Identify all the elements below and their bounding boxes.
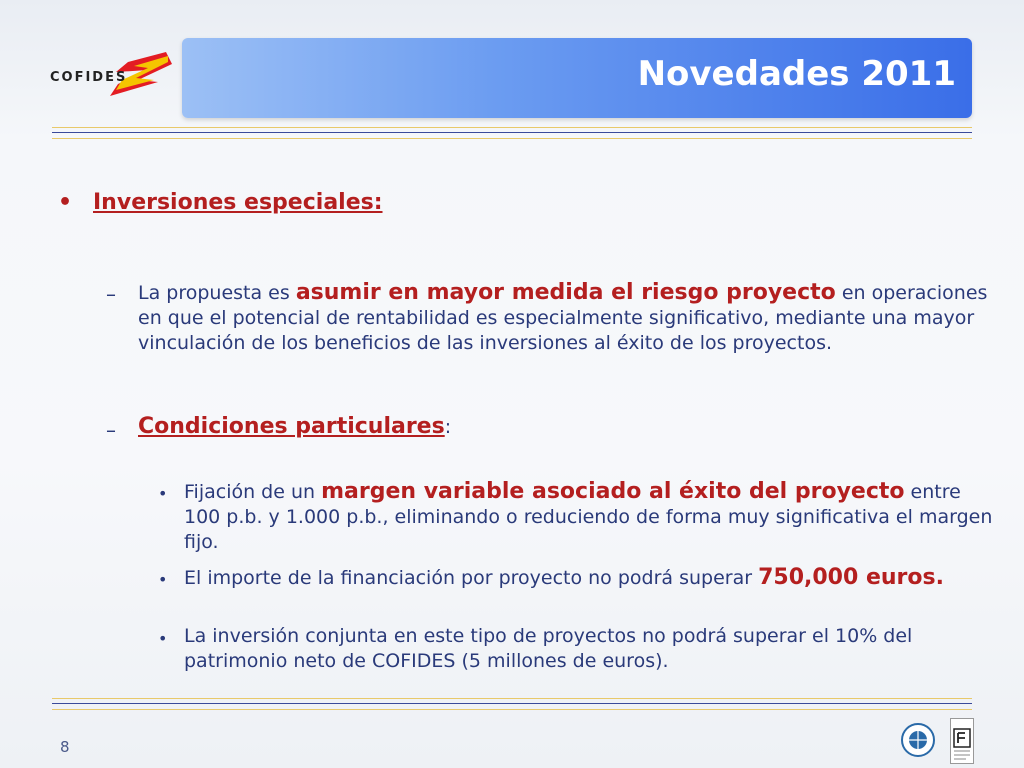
top-rule-blue [52,132,972,133]
conditions-heading: Condiciones particulares: [138,414,452,439]
bottom-rule-gold-1 [52,698,972,699]
sub-bullet-dot-1: • [158,484,168,503]
condition-item-1: Fijación de un margen variable asociado al éxito del proyecto entre 100 p.b. y 1.000 p.b., eliminando o reduciendo de forma muy significativa el margen fijo. [184,479,993,553]
bullet-dot: • [58,190,73,215]
slide-title: Novedades 2011 [637,54,956,94]
sub-bullet-dot-2: • [158,570,168,589]
top-rule-gold-1 [52,127,972,128]
sub-bullet-dot-3: • [158,629,168,648]
proposal-highlight: asumir en mayor medida el riesgo proyecto [295,280,836,305]
cofides-logo [50,50,175,105]
logo-text: COFIDES [50,70,128,85]
bottom-rule-blue [52,703,972,704]
dash-marker-2: – [106,418,116,442]
condition-item-2: El importe de la financiación por proyecto no podrá superar 750,000 euros. [184,565,944,590]
main-bullet-text: Inversiones especiales: [93,190,383,215]
conditions-label: Condiciones particulares [138,414,445,439]
proposal-paragraph: La propuesta es asumir en mayor medida el riesgo proyecto en operaciones en que el potencial de rentabilidad es especialmente significativo, mediante una mayor vinculación de los beneficios de las inversiones al éxito de los proyectos. [138,280,988,354]
dash-marker-1: – [106,282,116,306]
condition-item-3: La inversión conjunta en este tipo de proyectos no podrá superar el 10% del patrimonio neto de COFIDES (5 millones de euros). [184,625,913,672]
bottom-rule-gold-2 [52,709,972,710]
global-compact-seal-icon [900,722,936,758]
page-number: 8 [60,738,70,756]
top-rule-gold-2 [52,138,972,139]
title-bar [182,38,972,118]
aenor-certification-icon [950,718,974,764]
